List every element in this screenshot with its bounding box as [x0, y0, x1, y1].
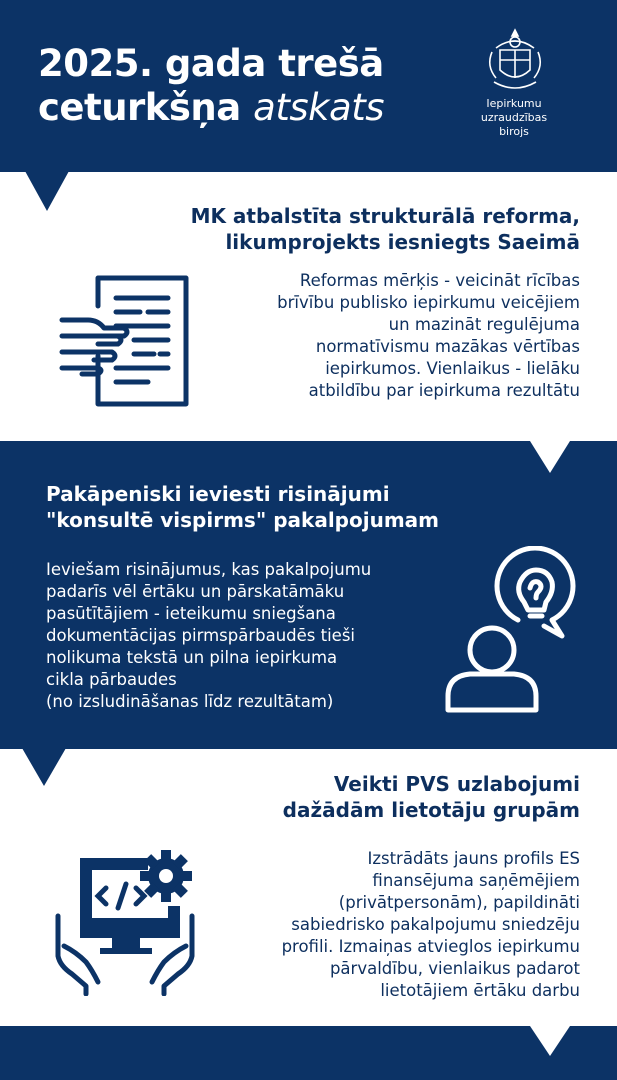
section-1-body-line: atbildību par iepirkuma rezultātu	[308, 381, 580, 400]
coat-of-arms-icon	[482, 26, 548, 94]
title-line-1: 2025. gada trešā	[38, 42, 384, 85]
title-bold-part: ceturkšņa	[38, 86, 241, 129]
section-2-heading-line-1: Pakāpeniski ieviesti risinājumi	[46, 482, 390, 506]
section-3-body-line: pārvaldību, vienlaikus padarot	[329, 959, 580, 978]
section-3-body-line: profili. Izmaiņas atvieglos iepirkumu	[281, 937, 580, 956]
title-line-2	[38, 86, 384, 130]
section-3-body	[220, 848, 580, 1002]
person-idea-icon	[440, 546, 588, 716]
section-3-body-line: Izstrādāts jauns profils ES	[367, 849, 580, 868]
section-2-body-line: pasūtītājiem - ieteikumu sniegšana	[46, 604, 336, 623]
document-hand-icon	[58, 272, 192, 412]
section-3-body-line: lietotājiem ērtāku darbu	[380, 981, 580, 1000]
section-1-body-line: brīvību publisko iepirkumu veicējiem	[277, 293, 580, 312]
section-2-body-line: Ieviešam risinājumus, kas pakalpojumu	[46, 560, 372, 579]
footer-band	[0, 1026, 617, 1080]
section-2-heading	[46, 481, 496, 533]
section-3-body-line: sabiedrisko pakalpojumu sniedzēju	[291, 915, 580, 934]
section-3-heading-line-2: dažādām lietotāju grupām	[282, 798, 580, 822]
header-pointer	[25, 171, 69, 211]
section-2-pointer	[22, 748, 66, 786]
section-2-body-line: padarīs vēl ērtāku un pārskatāmāku	[46, 582, 345, 601]
section-3-body-line: finansējuma saņēmējiem	[372, 871, 580, 890]
section-1-heading-line-2: likumprojekts iesniegts Saeimā	[225, 230, 580, 254]
org-name	[452, 97, 576, 139]
footer-notch	[530, 1026, 570, 1056]
section-2-body-line: dokumentācijas pirmspārbaudēs tieši	[46, 626, 356, 645]
section-2-body-line: cikla pārbaudes	[46, 670, 177, 689]
org-name-line-2: birojs	[499, 125, 529, 138]
section-2-body	[46, 559, 446, 713]
section-1-body-line: un mazināt regulējuma	[388, 315, 580, 334]
section-1-body-line: Reformas mērķis - veicināt rīcības	[299, 271, 580, 290]
section-3-heading-line-1: Veikti PVS uzlabojumi	[333, 772, 580, 796]
section-3-body-line: (privātpersonām), papildināti	[338, 893, 580, 912]
section-1-body-line: iepirkumos. Vienlaikus - lielāku	[325, 359, 580, 378]
section-1-heading-line-1: MK atbalstīta strukturālā reforma,	[190, 204, 580, 228]
page-title	[38, 42, 384, 130]
computer-gear-hands-icon	[52, 846, 198, 996]
org-name-line-1: Iepirkumu uzraudzības	[480, 97, 548, 124]
section-3-heading	[140, 771, 580, 823]
section-2-body-line: (no izsludināšanas līdz rezultātam)	[46, 692, 334, 711]
section-1-body-line: normatīvismu mazākas vērtības	[315, 337, 580, 356]
section-1-heading	[120, 203, 580, 255]
section-1-body	[220, 270, 580, 402]
section-2-notch	[530, 441, 570, 473]
section-2-body-line: nolikuma tekstā un pilna iepirkuma	[46, 648, 338, 667]
section-2-heading-line-2: "konsultē vispirms" pakalpojumam	[46, 508, 439, 532]
title-italic-part: atskats	[253, 86, 384, 129]
